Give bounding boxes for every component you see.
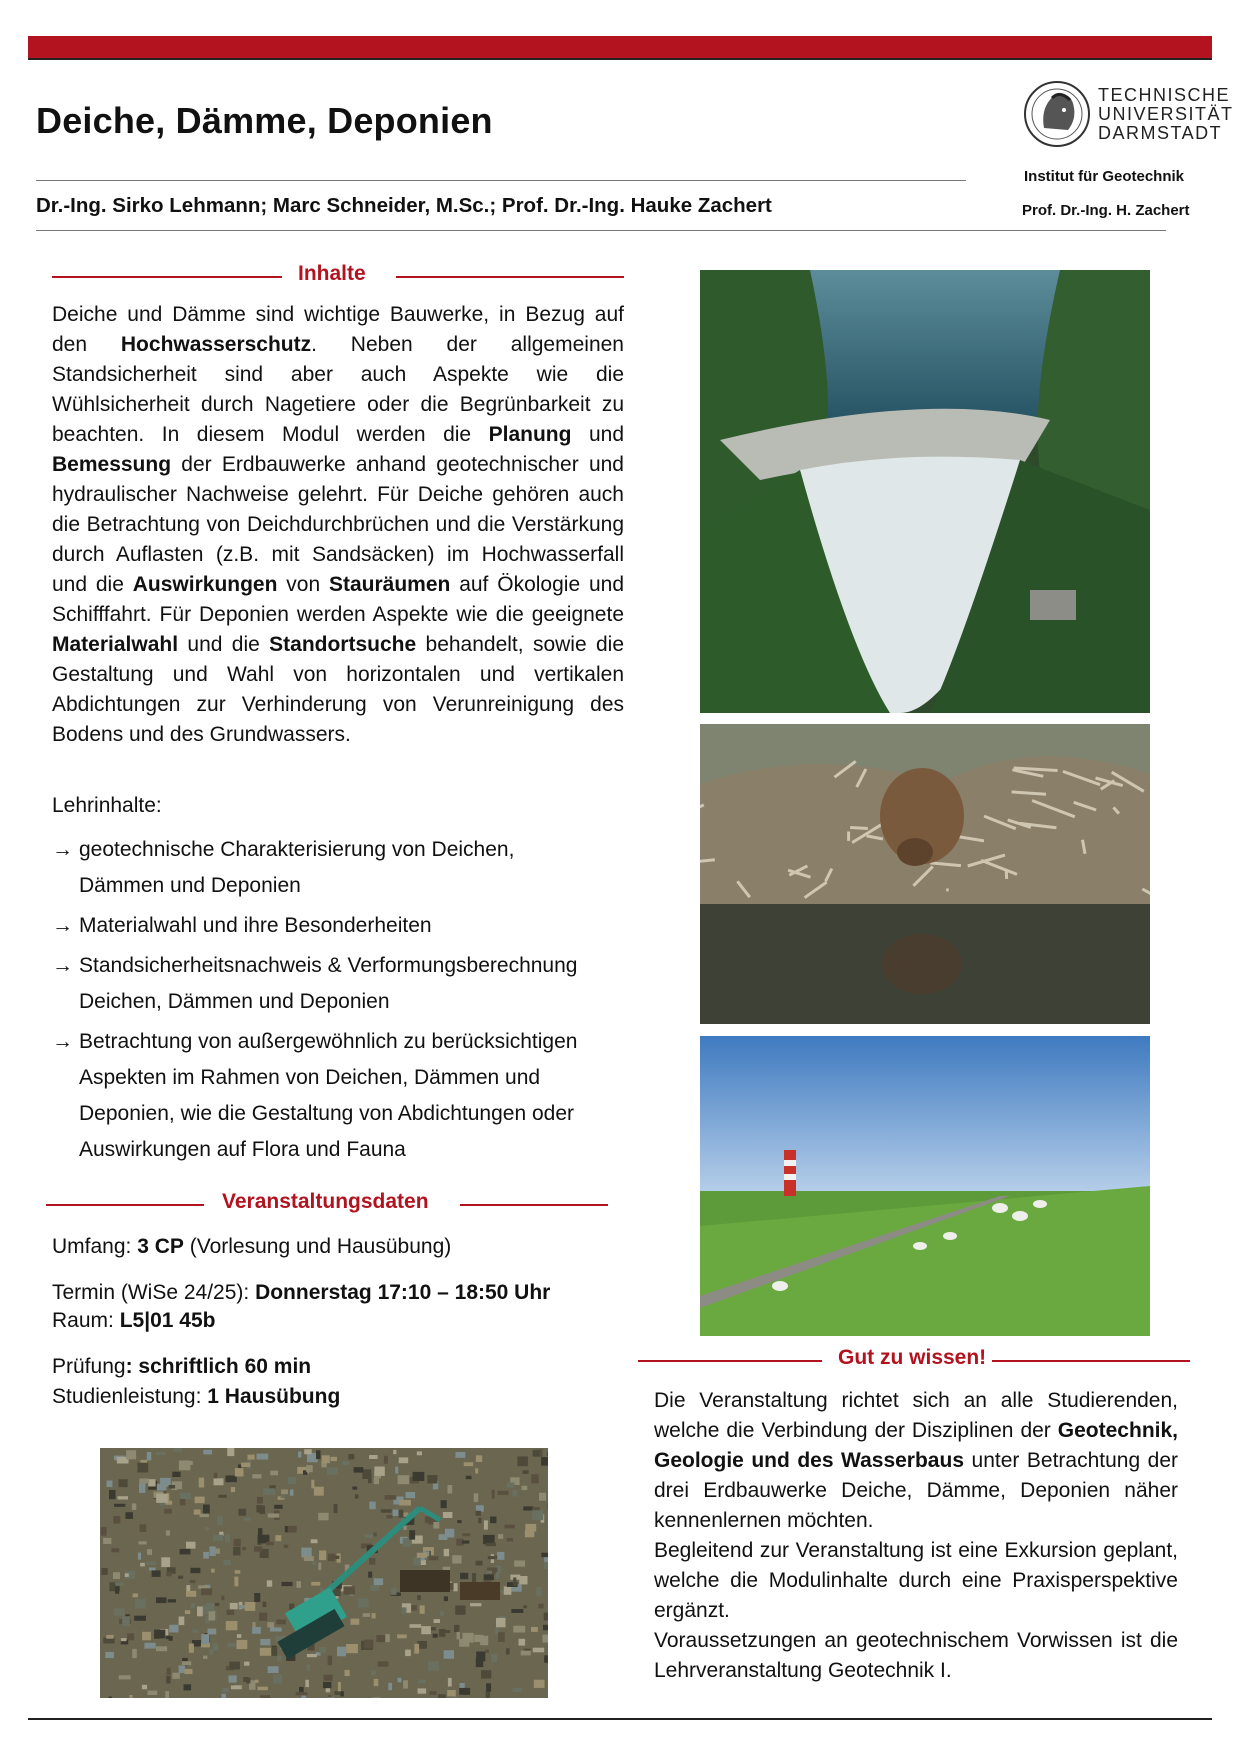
lehrinhalte-list — [52, 832, 652, 1172]
studienleistung: Studienleistung: 1 Hausübung — [52, 1385, 341, 1408]
header-divider — [36, 180, 966, 181]
athene-seal-icon — [1022, 76, 1092, 152]
arrow-right-icon: → — [52, 954, 73, 977]
section-heading-inhalte: Inhalte — [52, 262, 624, 292]
raum: Raum: L5|01 45b — [52, 1309, 216, 1332]
list-item: → Standsicherheitsnachweis & Verformungsberechnung Deichen, Dämmen und Deponien — [52, 948, 652, 1020]
pruefung: Prüfung: schriftlich 60 min — [52, 1355, 312, 1378]
institute-name: Institut für Geotechnik — [1024, 168, 1185, 185]
dike-photo — [700, 1036, 1150, 1336]
logo-wordmark: TECHNISCHE UNIVERSITÄT DARMSTADT — [1098, 85, 1234, 143]
top-accent-bar — [28, 36, 1212, 60]
page-title: Deiche, Dämme, Deponien — [36, 100, 493, 141]
landfill-photo — [100, 1448, 548, 1698]
intro-paragraph: Deiche und Dämme sind wichtige Bauwerke, in Bezug auf den Hochwasserschutz. Neben der allgemeinen Standsicherheit sind aber auch Aspekte wie die Wühlsicherheit durch Nagetiere oder die Begrünbarkeit zu beachten. In diesem Modul werden die Planung und Bemessung der Erdbauwerke anhand geotechnischer und hydraulischer Nachweise gelehrt. Für Deiche gehören auch die Betrachtung von Deichdurchbrüchen und die Verstärkung durch Auflasten (z.B. mit Sandsäcken) im Hochwasserfall und die Auswirkungen von Stauräumen auf Ökologie und Schifffahrt. Für Deponien werden Aspekte wie die geeignete Materialwahl und die Standortsuche behandelt, sowie die Gestaltung und Wahl von horizontalen und vertikalen Abdichtungen zur Verhinderung von Verunreinigung des Bodens und des Grundwassers. — [52, 303, 624, 746]
section-heading-veranstaltungsdaten: Veranstaltungsdaten — [46, 1190, 608, 1220]
authors-divider — [36, 230, 1166, 231]
beaver-photo — [700, 724, 1150, 1024]
termin: Termin (WiSe 24/25): Donnerstag 17:10 – 18:50 Uhr — [52, 1281, 551, 1304]
authors: Dr.-Ing. Sirko Lehmann; Marc Schneider, M.Sc.; Prof. Dr.-Ing. Hauke Zachert — [36, 194, 772, 217]
section-heading-gut-zu-wissen: Gut zu wissen! — [638, 1346, 1190, 1376]
footer-rule — [28, 1718, 1212, 1720]
arrow-right-icon: → — [52, 914, 73, 937]
umfang: Umfang: 3 CP (Vorlesung und Hausübung) — [52, 1235, 452, 1258]
list-item: → Betrachtung von außergewöhnlich zu berücksichtigen Aspekten im Rahmen von Deichen, Dämmen und Deponien, wie die Gestaltung von Abdichtungen oder Auswirkungen auf Flora und Fauna — [52, 1024, 652, 1168]
list-item: → geotechnische Charakterisierung von Deichen, Dämmen und Deponien — [52, 832, 652, 904]
dam-photo — [700, 270, 1150, 713]
arrow-right-icon: → — [52, 1030, 73, 1053]
arrow-right-icon: → — [52, 838, 73, 861]
professor-name: Prof. Dr.-Ing. H. Zachert — [1022, 202, 1190, 219]
lehrinhalte-label: Lehrinhalte: — [52, 794, 162, 817]
list-item: → Materialwahl und ihre Besonderheiten — [52, 908, 652, 944]
gut-zu-wissen-paragraph: Die Veranstaltung richtet sich an alle Studierenden, welche die Verbindung der Disziplinen der Geotechnik, Geologie und des Wasserbaus unter Betrachtung der drei Erdbauwerke Deiche, Dämme, Deponien näher kennenlernen möchten. Begleitend zur Veranstaltung ist eine Exkursion geplant, welche die Modulinhalte durch eine Praxisperspektive ergänzt. Voraussetzungen an geotechnischem Vorwissen ist die Lehrveranstaltung Geotechnik I. — [654, 1389, 1178, 1682]
